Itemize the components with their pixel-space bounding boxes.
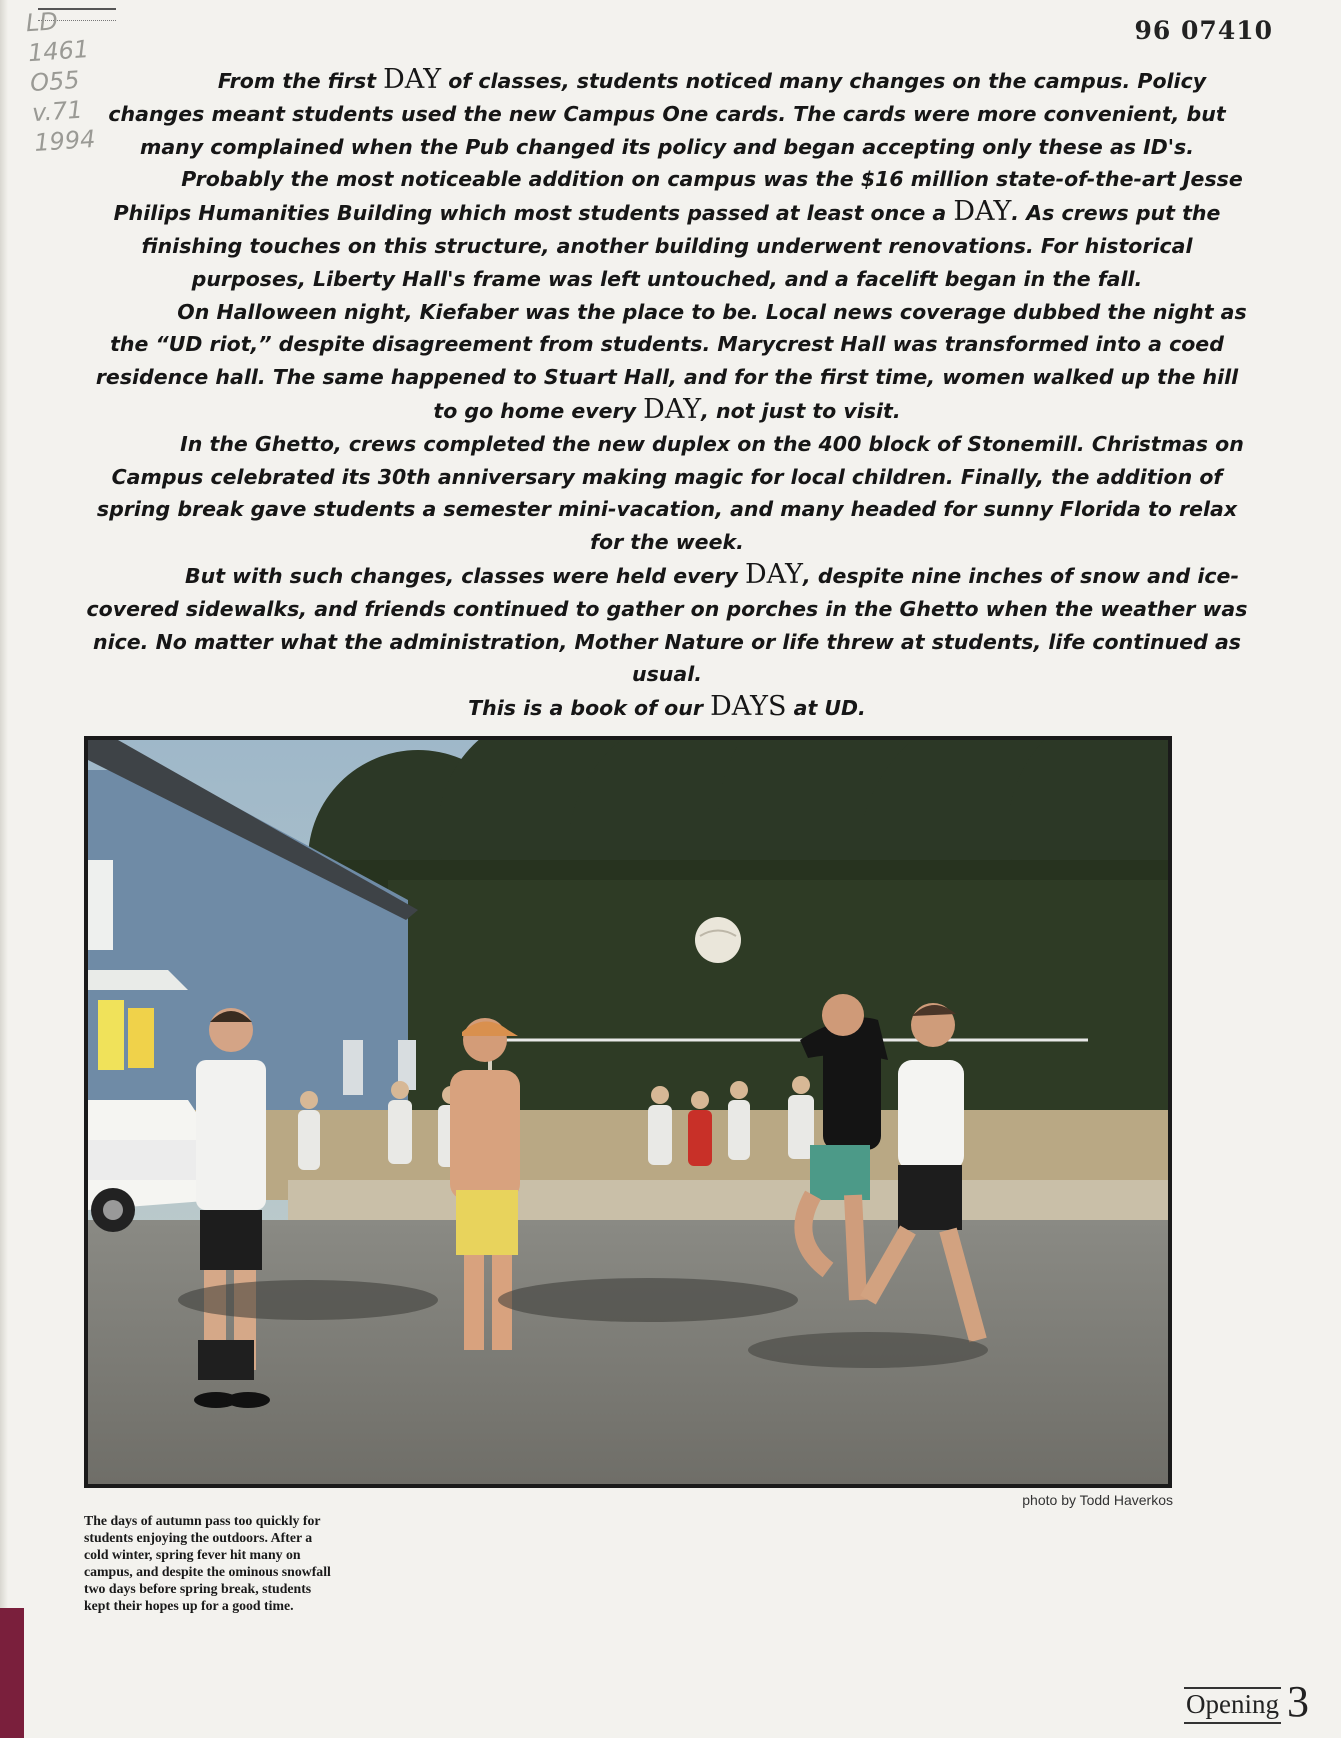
day-word: DAY [953,196,1012,228]
accession-number: 96 07410 [1134,16,1273,45]
page-folio [1184,1668,1309,1724]
section-label: Opening [1184,1687,1281,1724]
page-edge [0,0,8,1738]
text-run: of classes, students noticed many changes on the campus. Policy changes meant students used the new Campus One cards. The cards were more convenient, but many complained when the Pub changed its policy and began accepting only these as ID's. [108,69,1226,159]
paragraph-2: Probably the most noticeable addition on campus was the $16 million state-of-the-art Jesse Philips Humanities Building which most students passed at least once a DAY. As crews put the finishing touches on this structure, another building underwent renovations. For historical purposes, Liberty Hall's frame was left untouched, and a facelift began in the fall. [113,167,1243,291]
text-run: despite nine inches of snow and ice-covered sidewalks, and friends continued to gather on porches in the Ghetto when the weather was nice. No matter what the administration, Mother Nature or life threw at students, life continued as usual. [86,563,1248,687]
text-run: On Halloween night, Kiefaber was the place to be. Local news coverage dubbed the night as the “UD riot,” despite disagreement from students. Marycrest Hall was transformed into a coed residence hall. The same happened to Stuart Hall, and for the first time, women walked up the hill to go home every [95,299,1247,423]
opening-essay [82,64,1252,725]
call-number-line: LD [24,7,59,38]
call-number-line: v.71 [31,95,84,128]
text-run: Probably the most noticeable addition on campus was the $16 million state-of-the-art Jesse Philips Humanities Building which most students passed at least once a [113,167,1243,226]
call-number-line: 1461 [27,35,90,68]
day-word: DAY [383,64,442,95]
text-run: at UD. [793,696,866,721]
paragraph-3: On Halloween night, Kiefaber was the place to be. Local news coverage dubbed the night as the “UD riot,” despite disagreement from students. Marycrest Hall was transformed into a coed residence hall. The same happened to Stuart Hall, and for the first time, women walked up the hill to go home every DAY, not just to visit. [95,299,1247,425]
page-number: 3 [1287,1677,1309,1726]
text-run: This is a book of our [468,696,703,721]
paragraph-5: But with such changes, classes were held every DAY, despite nine inches of snow and ice-covered sidewalks, and friends continued to gather on porches in the Ghetto when the weather was nice. No matter what the administration, Mother Nature or life threw at students, life continued as usual. [86,558,1248,687]
photo-credit: photo by Todd Haverkos [1022,1492,1173,1508]
days-word: DAYS [710,691,787,723]
day-word: DAY [745,558,803,590]
text-run: In the Ghetto, crews completed the new duplex on the 400 block of Stonemill. Christmas on Campus celebrated its 30th anniversary making magic for local children. Finally, the addition of spring break gave students a semester mini-vacation, and many headed for sunny Florida to relax for the week. [96,431,1244,555]
binding-strip [0,1608,24,1738]
call-number-line: O55 [29,65,81,98]
call-number-line: 1994 [33,124,97,158]
text-run: But with such changes, classes were held every [185,563,738,588]
closing-line [82,691,1252,725]
text-run: From the first [217,69,377,93]
photo-caption: The days of autumn pass too quickly for students enjoying the outdoors. After a cold winter, spring fever hit many on campus, and despite the ominous snowfall two days before spring break, students kept their hopes up for a good time. [84,1513,331,1613]
paragraph-4 [82,428,1252,559]
day-word: DAY [643,393,702,425]
volleyball-photo [84,736,1172,1488]
paragraph-1 [82,64,1252,163]
text-run: As crews put the finishing touches on this structure, another building underwent renovations. For historical purposes, Liberty Hall's frame was left untouched, and a facelift began in the fall. [141,201,1221,291]
text-run: not just to visit. [716,398,901,423]
